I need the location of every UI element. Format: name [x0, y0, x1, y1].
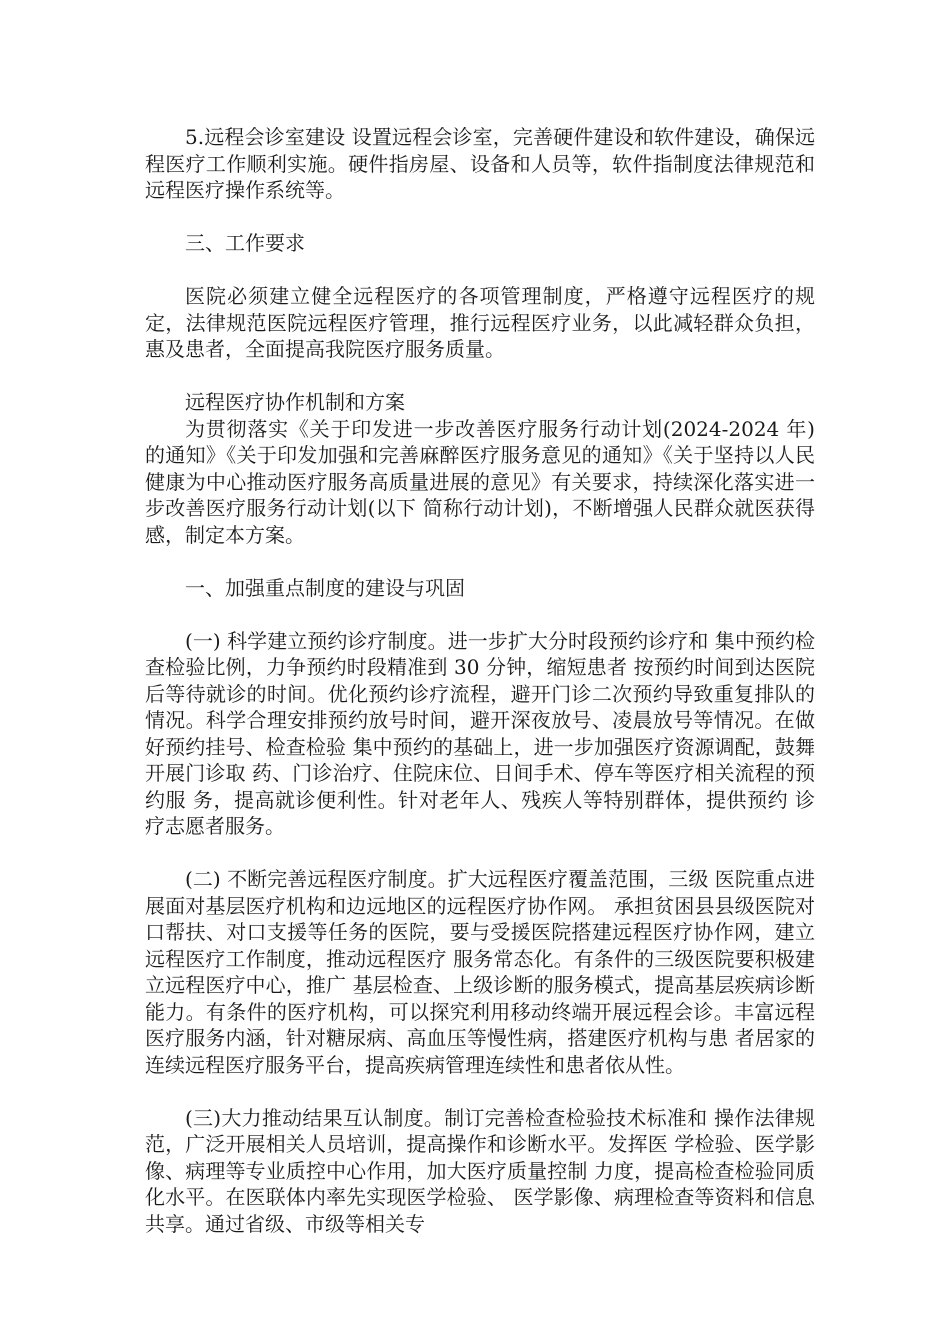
paragraph-remote-medical-system: (二) 不断完善远程医疗制度。扩大远程医疗覆盖范围，三级 医院重点进展面对基层医疗机构和边远地区的远程医疗协作网。 承担贫困县县级医院对口帮扶、对口支援等任务的医院，要与受援医院搭建远程医疗协作网，建立远程医疗工作制度，推动远程医疗 服务常态化。有条件的三级医院要积极建立远程医疗中心，推广 基层检查、上级诊断的服务模式，提高基层疾病诊断能力。有条件的医疗机构，可以探究利用移动终端开展远程会诊。丰富远程 医疗服务内涵，针对糖尿病、高血压等慢性病，搭建医疗机构与患 者居家的连续远程医疗服务平台，提高疾病管理连续性和患者依从性。	[145, 867, 815, 1077]
paragraph-remote-consult-room: 5.远程会诊室建设 设置远程会诊室，完善硬件建设和软件建设，确保远程医疗工作顺利实施。硬件指房屋、设备和人员等，软件指制度法律规范和远程医疗操作系统等。	[145, 125, 815, 202]
paragraph-appointment-system: (一) 科学建立预约诊疗制度。进一步扩大分时段预约诊疗和 集中预约检查检验比例，力争预约时段精准到 30 分钟，缩短患者 按预约时间到达医院后等待就诊的时间。优化预约诊疗流程，避开门诊二次预约导致重复排队的情况。科学合理安排预约放号时间，避开深夜放号、凌晨放号等情况。在做好预约挂号、检查检验 集中预约的基础上，进一步加强医疗资源调配，鼓舞开展门诊取 药、门诊治疗、住院床位、日间手术、停车等医疗相关流程的预约服 务，提高就诊便利性。针对老年人、残疾人等特别群体，提供预约 诊疗志愿者服务。	[145, 628, 815, 838]
paragraph-result-recognition: (三)大力推动结果互认制度。制订完善检查检验技术标准和 操作法律规范，广泛开展相关人员培训，提高操作和诊断水平。发挥医 学检验、医学影像、病理等专业质控中心作用，加大医疗质量控制 力度，提高检查检验同质化水平。在医联体内率先实现医学检验、 医学影像、病理检查等资料和信息共享。通过省级、市级等相关专	[145, 1105, 815, 1236]
heading-work-requirements: 三、工作要求	[185, 231, 305, 255]
heading-cooperation-mechanism: 远程医疗协作机制和方案	[185, 390, 405, 414]
document-body	[145, 124, 815, 1237]
paragraph-plan-intro: 为贯彻落实《关于印发进一步改善医疗服务行动计划(2024-2024 年)的通知》《关于印发加强和完善麻醉医疗服务意见的通知》《关于坚持以人民健康为中心推动医疗服务高质量进展的意见》有关要求，持续深化落实进一步改善医疗服务行动计划(以下 简称行动计划)，不断增强人民群众就医获得感，制定本方案。	[145, 416, 815, 547]
paragraph-management-system: 医院必须建立健全远程医疗的各项管理制度，严格遵守远程医疗的规定，法律规范医院远程医疗管理，推行远程医疗业务，以此减轻群众负担，惠及患者，全面提高我院医疗服务质量。	[145, 284, 815, 361]
heading-key-systems: 一、加强重点制度的建设与巩固	[185, 575, 465, 600]
